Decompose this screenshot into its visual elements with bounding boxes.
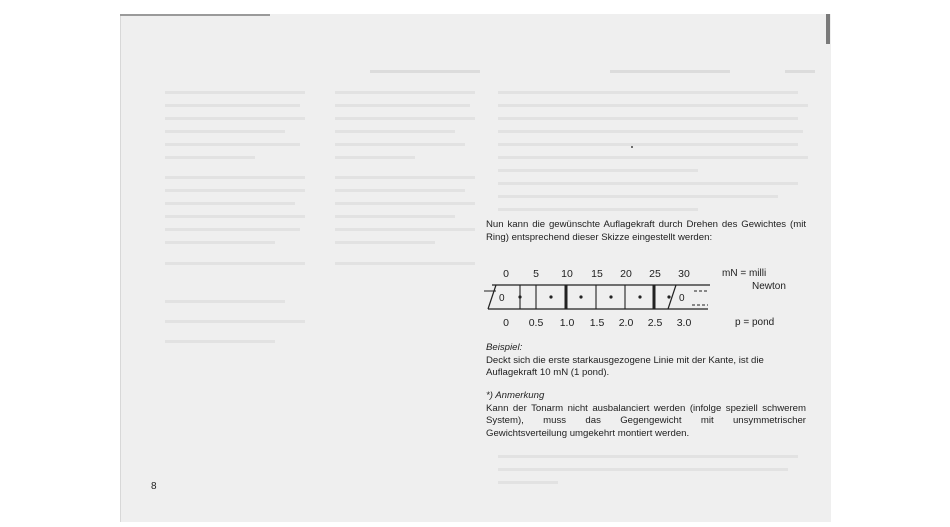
scale-bottom-label: 0.5 bbox=[528, 317, 544, 329]
force-scale-diagram bbox=[482, 283, 722, 313]
note-text: Kann der Tonarm nicht ausbalanciert werden (infolge speziell schwerem System), muss das Gegengewicht mit unsymmetrischer Gewichtsverteilung umgekehrt montiert werden. bbox=[486, 402, 806, 439]
scale-top-label: 10 bbox=[561, 268, 573, 280]
scale-top-label: 15 bbox=[591, 268, 603, 280]
scale-top-label: 5 bbox=[533, 268, 539, 280]
scale-right-zero: 0 bbox=[679, 293, 685, 304]
scale-dot bbox=[549, 295, 552, 298]
page-right-edge bbox=[826, 14, 830, 44]
scale-top-label: 25 bbox=[649, 268, 661, 280]
scale-top-label: 0 bbox=[503, 268, 509, 280]
note-label: *) Anmerkung bbox=[486, 390, 545, 401]
unit-mn-label: mN = milli bbox=[722, 268, 767, 279]
scale-dot bbox=[579, 295, 582, 298]
scale-top-label: 20 bbox=[620, 268, 632, 280]
scale-left-zero: 0 bbox=[499, 293, 505, 304]
page-top-edge bbox=[120, 14, 270, 16]
left-slant-edge bbox=[488, 285, 496, 309]
scale-bottom-label: 2.5 bbox=[647, 317, 663, 329]
scale-dot bbox=[638, 295, 641, 298]
scale-dot bbox=[518, 295, 521, 298]
intro-paragraph: Nun kann die gewünschte Auflagekraft durch Drehen des Gewichtes (mit Ring) entsprechend dieser Skizze eingestellt werden: bbox=[486, 219, 806, 243]
note-section bbox=[486, 390, 806, 440]
unit-pond-label: p = pond bbox=[735, 317, 775, 328]
speck bbox=[631, 146, 633, 148]
scale-bottom-label: 1.0 bbox=[559, 317, 575, 329]
scale-dot bbox=[667, 295, 670, 298]
scale-dot bbox=[609, 295, 612, 298]
example-label: Beispiel: bbox=[486, 342, 523, 353]
unit-newton-label: Newton bbox=[752, 281, 786, 292]
example-text: Deckt sich die erste starkausgezogene Linie mit der Kante, ist die Auflagekraft 10 mN (1 pond). bbox=[486, 354, 764, 378]
scale-bottom-label: 1.5 bbox=[589, 317, 605, 329]
scale-bottom-label: 0 bbox=[503, 317, 509, 329]
page-number: 8 bbox=[151, 481, 157, 492]
example-section bbox=[486, 342, 806, 380]
scale-top-label: 30 bbox=[678, 268, 690, 280]
scale-bottom-label: 2.0 bbox=[618, 317, 634, 329]
scale-bottom-label: 3.0 bbox=[676, 317, 692, 329]
